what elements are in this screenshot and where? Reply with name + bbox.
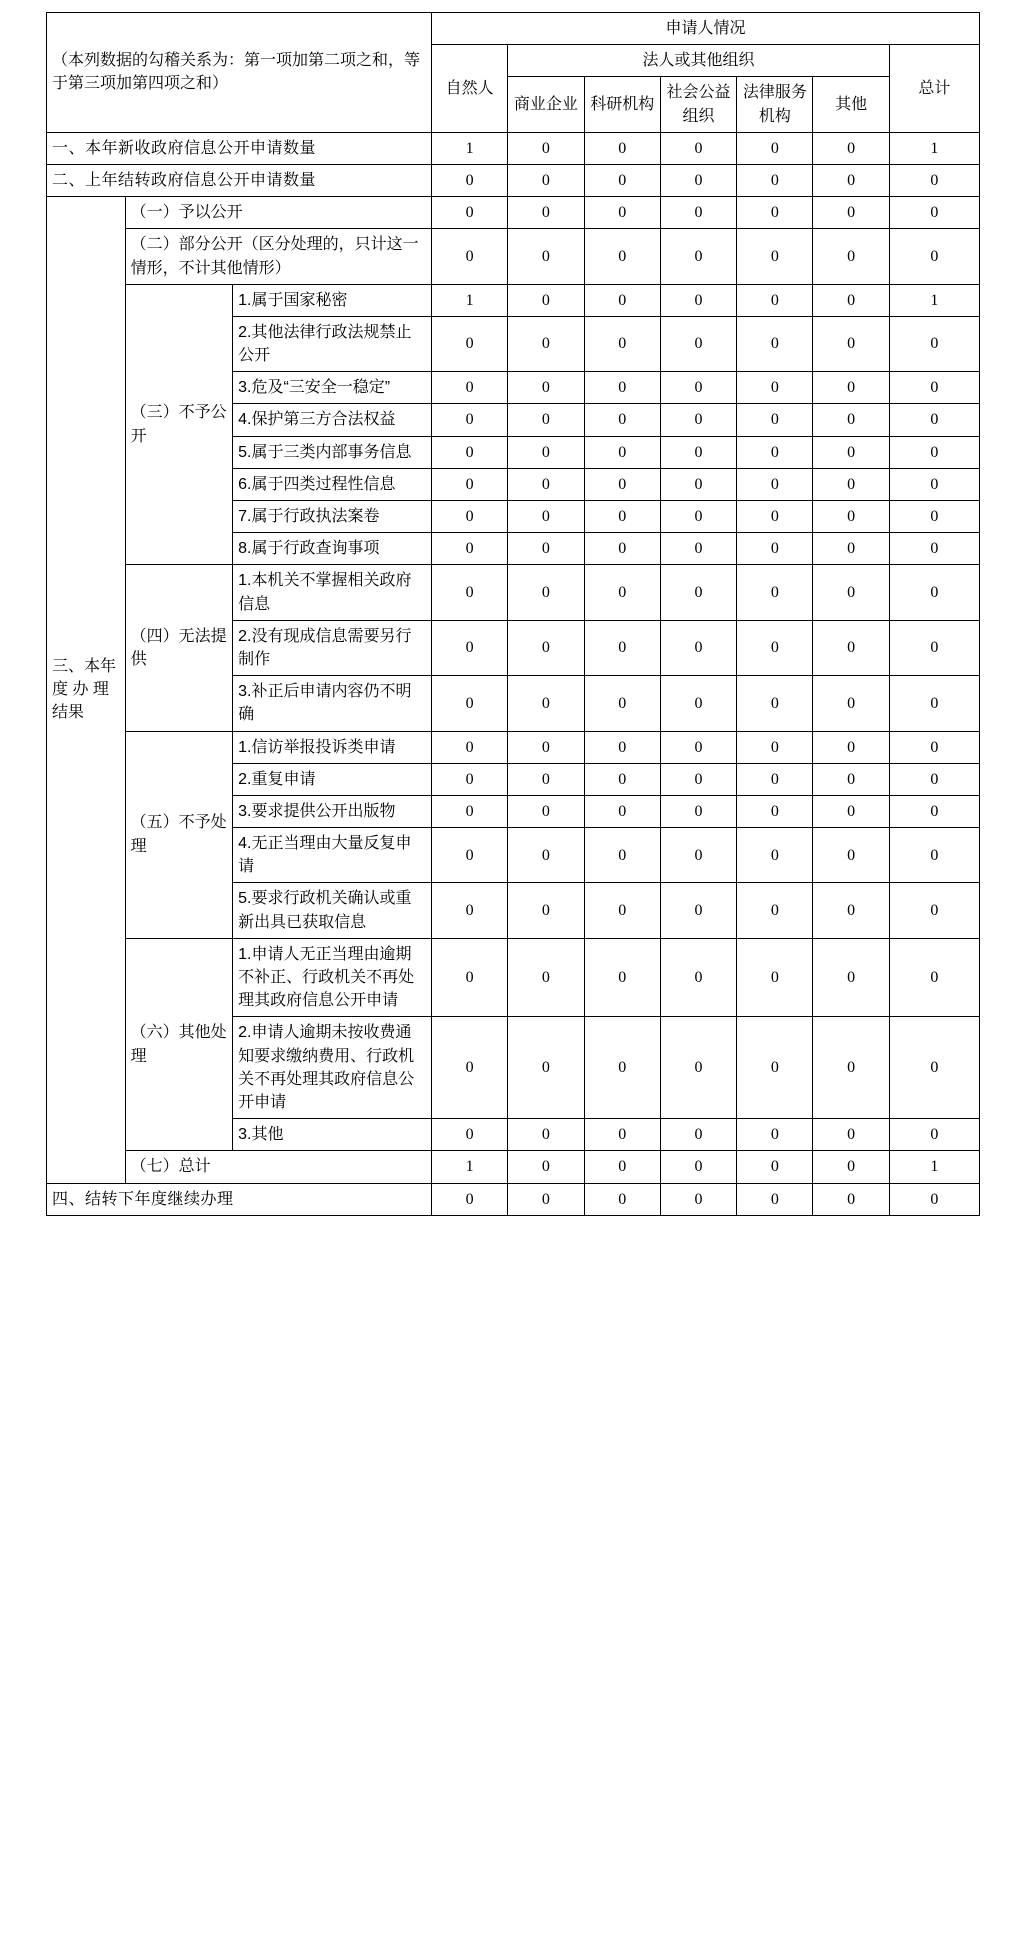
cell-value: 0: [584, 731, 660, 763]
cell-value: 0: [508, 404, 584, 436]
cell-value: 0: [660, 883, 736, 938]
header-natural-person: 自然人: [431, 45, 507, 133]
item-label: 2.申请人逾期未按收费通知要求缴纳费用、行政机关不再处理其政府信息公开申请: [233, 1017, 432, 1119]
cell-value: 0: [660, 731, 736, 763]
cell-value: 0: [431, 316, 507, 371]
cell-value: 0: [813, 620, 889, 675]
header-col-other: 其他: [813, 77, 889, 132]
cell-value: 0: [813, 501, 889, 533]
cell-value: 0: [584, 1017, 660, 1119]
cell-value: 0: [660, 565, 736, 620]
table-row: [47, 565, 980, 620]
cell-value: 0: [508, 763, 584, 795]
cell-value: 0: [889, 763, 979, 795]
cell-value: 0: [813, 676, 889, 731]
cell-value: 0: [889, 436, 979, 468]
cell-value: 0: [737, 284, 813, 316]
item-label: 3.要求提供公开出版物: [233, 795, 432, 827]
group-label-disclose: （一）予以公开: [125, 197, 431, 229]
cell-value: 0: [889, 883, 979, 938]
cell-value: 0: [584, 1183, 660, 1215]
item-label: 5.要求行政机关确认或重新出具已获取信息: [233, 883, 432, 938]
header-total: 总计: [889, 45, 979, 133]
cell-value: 0: [508, 620, 584, 675]
cell-value: 0: [737, 1119, 813, 1151]
cell-value: 0: [584, 676, 660, 731]
cell-value: 0: [431, 795, 507, 827]
cell-value: 0: [431, 229, 507, 284]
cell-value: 0: [431, 533, 507, 565]
cell-value: 0: [813, 284, 889, 316]
item-label: 7.属于行政执法案卷: [233, 501, 432, 533]
table-row: [47, 1151, 980, 1183]
cell-value: 0: [889, 938, 979, 1017]
cell-value: 0: [508, 731, 584, 763]
item-label: 8.属于行政查询事项: [233, 533, 432, 565]
cell-value: 0: [584, 229, 660, 284]
cell-value: 0: [889, 533, 979, 565]
cell-value: 0: [813, 1151, 889, 1183]
cell-value: 0: [737, 164, 813, 196]
cell-value: 0: [813, 883, 889, 938]
group-label-no-disclose: （三）不予公开: [125, 284, 233, 565]
cell-value: 0: [737, 795, 813, 827]
cell-value: 0: [737, 828, 813, 883]
cell-value: 0: [431, 938, 507, 1017]
cell-value: 0: [660, 404, 736, 436]
cell-value: 0: [813, 731, 889, 763]
cell-value: 0: [584, 620, 660, 675]
cell-value: 0: [737, 763, 813, 795]
cell-value: 0: [508, 1183, 584, 1215]
cell-value: 0: [431, 828, 507, 883]
row-label-carryover-applications: 二、上年结转政府信息公开申请数量: [47, 164, 432, 196]
header-col-research-institute: 科研机构: [584, 77, 660, 132]
cell-value: 0: [813, 229, 889, 284]
cell-value: 0: [431, 436, 507, 468]
cell-value: 0: [737, 229, 813, 284]
cell-value: 0: [660, 132, 736, 164]
item-label: 4.保护第三方合法权益: [233, 404, 432, 436]
cell-value: 0: [584, 828, 660, 883]
cell-value: 0: [660, 533, 736, 565]
cell-value: 0: [889, 565, 979, 620]
table-row: [47, 132, 980, 164]
cell-value: 0: [584, 565, 660, 620]
cell-value: 0: [660, 164, 736, 196]
cell-value: 0: [737, 468, 813, 500]
cell-value: 0: [508, 1017, 584, 1119]
cell-value: 0: [813, 316, 889, 371]
item-label: 6.属于四类过程性信息: [233, 468, 432, 500]
cell-value: 0: [737, 1017, 813, 1119]
cell-value: 0: [889, 229, 979, 284]
cell-value: 0: [431, 197, 507, 229]
cell-value: 0: [508, 197, 584, 229]
cell-value: 0: [660, 316, 736, 371]
cell-value: 0: [508, 883, 584, 938]
cell-value: 0: [737, 436, 813, 468]
table-row: [47, 1183, 980, 1215]
cell-value: 0: [431, 501, 507, 533]
cell-value: 0: [431, 164, 507, 196]
cell-value: 0: [813, 828, 889, 883]
table-header-row-1: [47, 13, 980, 45]
cell-value: 0: [431, 676, 507, 731]
header-note: （本列数据的勾稽关系为：第一项加第二项之和，等于第三项加第四项之和）: [47, 13, 432, 133]
cell-value: 0: [584, 795, 660, 827]
cell-value: 0: [508, 436, 584, 468]
cell-value: 0: [584, 316, 660, 371]
item-label: 2.重复申请: [233, 763, 432, 795]
cell-value: 0: [737, 1183, 813, 1215]
cell-value: 0: [737, 316, 813, 371]
cell-value: 0: [889, 1119, 979, 1151]
cell-value: 1: [889, 1151, 979, 1183]
cell-value: 0: [660, 795, 736, 827]
item-label: 3.补正后申请内容仍不明确: [233, 676, 432, 731]
cell-value: 0: [508, 1151, 584, 1183]
cell-value: 0: [889, 1183, 979, 1215]
cell-value: 0: [660, 676, 736, 731]
cell-value: 0: [737, 938, 813, 1017]
cell-value: 0: [660, 1119, 736, 1151]
cell-value: 0: [889, 795, 979, 827]
cell-value: 0: [660, 828, 736, 883]
cell-value: 0: [584, 1119, 660, 1151]
cell-value: 0: [431, 372, 507, 404]
item-label: 1.信访举报投诉类申请: [233, 731, 432, 763]
cell-value: 0: [508, 229, 584, 284]
header-applicant-situation: 申请人情况: [431, 13, 979, 45]
cell-value: 0: [508, 828, 584, 883]
cell-value: 1: [431, 1151, 507, 1183]
cell-value: 0: [889, 1017, 979, 1119]
cell-value: 0: [584, 164, 660, 196]
cell-value: 1: [889, 284, 979, 316]
cell-value: 0: [737, 132, 813, 164]
table-row: [47, 938, 980, 1017]
table-row: [47, 731, 980, 763]
cell-value: 0: [431, 468, 507, 500]
cell-value: 0: [431, 565, 507, 620]
cell-value: 0: [737, 565, 813, 620]
cell-value: 0: [584, 436, 660, 468]
item-label: 2.其他法律行政法规禁止公开: [233, 316, 432, 371]
cell-value: 0: [813, 1017, 889, 1119]
cell-value: 0: [737, 883, 813, 938]
cell-value: 0: [813, 132, 889, 164]
table-row: [47, 164, 980, 196]
cell-value: 0: [813, 436, 889, 468]
cell-value: 0: [584, 197, 660, 229]
cell-value: 0: [889, 501, 979, 533]
cell-value: 0: [584, 404, 660, 436]
cell-value: 0: [737, 676, 813, 731]
item-label: 3.其他: [233, 1119, 432, 1151]
cell-value: 0: [813, 1119, 889, 1151]
cell-value: 0: [660, 468, 736, 500]
cell-value: 0: [584, 468, 660, 500]
cell-value: 0: [584, 284, 660, 316]
cell-value: 0: [584, 132, 660, 164]
cell-value: 0: [660, 372, 736, 404]
cell-value: 0: [508, 501, 584, 533]
item-label: 5.属于三类内部事务信息: [233, 436, 432, 468]
cell-value: 0: [508, 676, 584, 731]
section-label-annual-results: 三、本年度 办 理结果: [47, 197, 126, 1183]
cell-value: 0: [813, 164, 889, 196]
group-label-other-handling: （六）其他处理: [125, 938, 233, 1151]
row-label-carry-to-next-year: 四、结转下年度继续办理: [47, 1183, 432, 1215]
cell-value: 0: [889, 676, 979, 731]
cell-value: 0: [813, 795, 889, 827]
cell-value: 0: [660, 229, 736, 284]
cell-value: 0: [584, 1151, 660, 1183]
cell-value: 0: [737, 620, 813, 675]
cell-value: 0: [889, 468, 979, 500]
cell-value: 0: [584, 372, 660, 404]
cell-value: 0: [813, 468, 889, 500]
cell-value: 0: [813, 197, 889, 229]
cell-value: 0: [737, 731, 813, 763]
item-label: 1.申请人无正当理由逾期不补正、行政机关不再处理其政府信息公开申请: [233, 938, 432, 1017]
cell-value: 0: [508, 132, 584, 164]
cell-value: 0: [508, 372, 584, 404]
item-label: 1.属于国家秘密: [233, 284, 432, 316]
cell-value: 0: [813, 404, 889, 436]
cell-value: 0: [889, 404, 979, 436]
cell-value: 0: [813, 938, 889, 1017]
cell-value: 0: [660, 197, 736, 229]
cell-value: 0: [889, 164, 979, 196]
cell-value: 0: [508, 565, 584, 620]
cell-value: 1: [889, 132, 979, 164]
cell-value: 0: [431, 883, 507, 938]
cell-value: 0: [508, 795, 584, 827]
cell-value: 0: [584, 763, 660, 795]
cell-value: 0: [431, 1017, 507, 1119]
cell-value: 0: [889, 316, 979, 371]
cell-value: 0: [431, 620, 507, 675]
cell-value: 0: [737, 404, 813, 436]
government-info-disclosure-table: [46, 12, 980, 1216]
header-col-commercial-enterprise: 商业企业: [508, 77, 584, 132]
group-label-partial-disclose: （二）部分公开（区分处理的，只计这一情形，不计其他情形）: [125, 229, 431, 284]
cell-value: 0: [889, 372, 979, 404]
cell-value: 0: [889, 197, 979, 229]
cell-value: 0: [660, 1017, 736, 1119]
cell-value: 0: [889, 828, 979, 883]
cell-value: 0: [889, 731, 979, 763]
group-label-unable-provide: （四）无法提供: [125, 565, 233, 731]
header-legal-or-other-org: 法人或其他组织: [508, 45, 889, 77]
header-col-legal-service-org: 法律服务机构: [737, 77, 813, 132]
cell-value: 0: [660, 501, 736, 533]
cell-value: 1: [431, 284, 507, 316]
table-row: [47, 284, 980, 316]
table-row: [47, 197, 980, 229]
row-label-new-applications: 一、本年新收政府信息公开申请数量: [47, 132, 432, 164]
cell-value: 0: [813, 1183, 889, 1215]
cell-value: 0: [508, 316, 584, 371]
table-row: [47, 229, 980, 284]
item-label: 3.危及“三安全一稳定”: [233, 372, 432, 404]
cell-value: 0: [431, 763, 507, 795]
cell-value: 0: [584, 938, 660, 1017]
cell-value: 0: [737, 533, 813, 565]
cell-value: 0: [508, 468, 584, 500]
item-label: 4.无正当理由大量反复申请: [233, 828, 432, 883]
cell-value: 0: [889, 620, 979, 675]
cell-value: 0: [813, 565, 889, 620]
group-label-section3-total: （七）总计: [125, 1151, 431, 1183]
item-label: 1.本机关不掌握相关政府信息: [233, 565, 432, 620]
cell-value: 0: [584, 883, 660, 938]
cell-value: 0: [660, 938, 736, 1017]
cell-value: 0: [584, 501, 660, 533]
cell-value: 0: [660, 763, 736, 795]
cell-value: 0: [660, 620, 736, 675]
cell-value: 0: [737, 372, 813, 404]
cell-value: 0: [660, 1183, 736, 1215]
item-label: 2.没有现成信息需要另行制作: [233, 620, 432, 675]
cell-value: 0: [508, 533, 584, 565]
cell-value: 0: [813, 763, 889, 795]
cell-value: 0: [660, 1151, 736, 1183]
cell-value: 0: [737, 1151, 813, 1183]
header-col-social-welfare-org: 社会公益组织: [660, 77, 736, 132]
cell-value: 0: [508, 1119, 584, 1151]
cell-value: 0: [508, 164, 584, 196]
group-label-no-handling: （五）不予处理: [125, 731, 233, 938]
cell-value: 0: [431, 731, 507, 763]
cell-value: 0: [584, 533, 660, 565]
cell-value: 0: [431, 1183, 507, 1215]
cell-value: 0: [813, 533, 889, 565]
cell-value: 0: [737, 501, 813, 533]
cell-value: 1: [431, 132, 507, 164]
cell-value: 0: [660, 284, 736, 316]
cell-value: 0: [508, 938, 584, 1017]
cell-value: 0: [813, 372, 889, 404]
cell-value: 0: [660, 436, 736, 468]
cell-value: 0: [431, 1119, 507, 1151]
cell-value: 0: [431, 404, 507, 436]
cell-value: 0: [737, 197, 813, 229]
cell-value: 0: [508, 284, 584, 316]
